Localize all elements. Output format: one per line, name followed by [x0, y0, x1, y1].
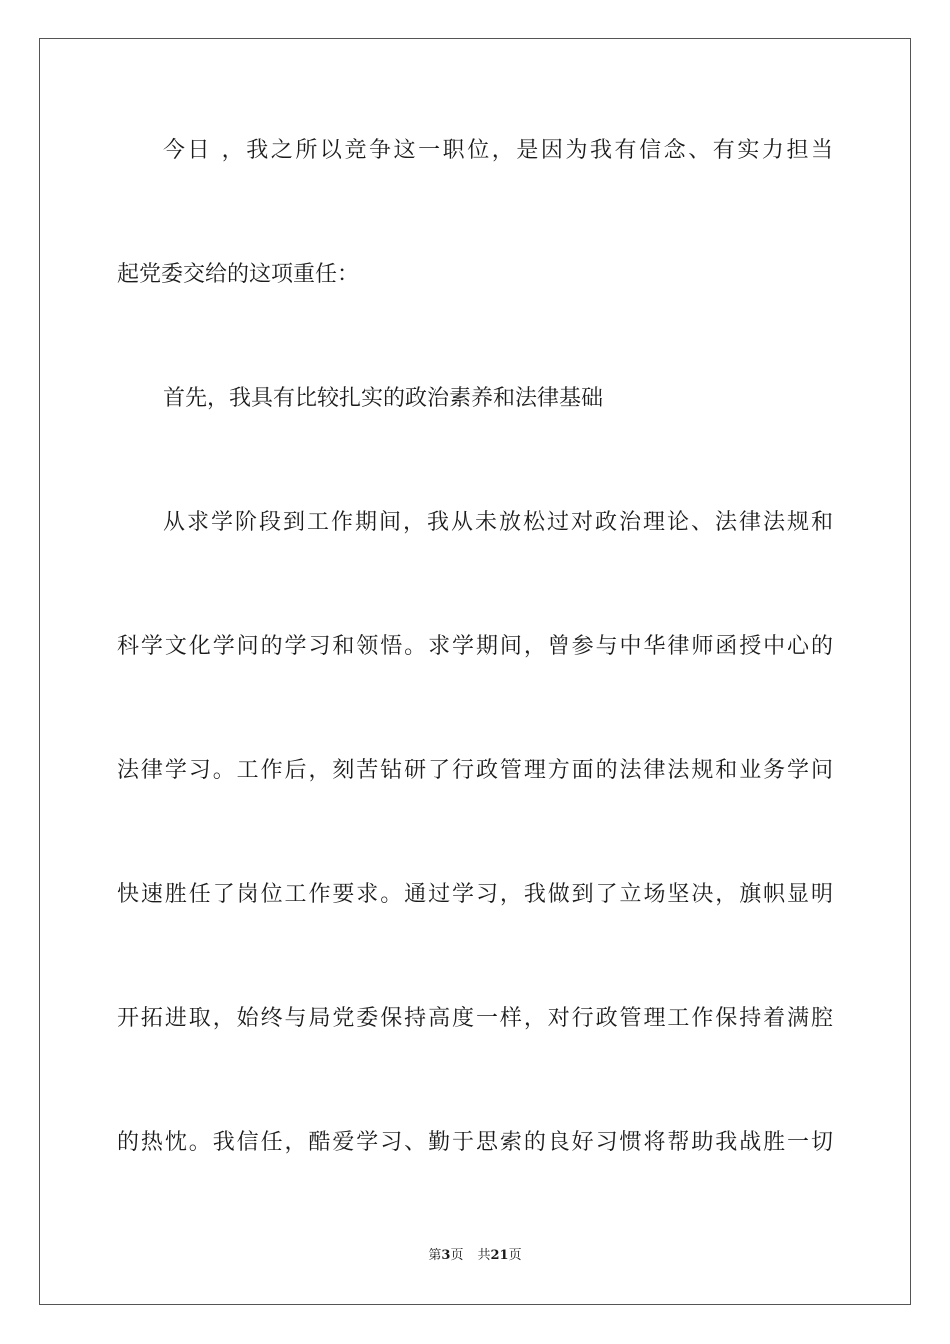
total-suffix: 页 — [508, 1248, 522, 1263]
paragraph-line-7: 快速胜任了岗位工作要求。通过学习，我做到了立场坚决，旗帜显明 — [117, 882, 833, 907]
page-prefix: 第 — [428, 1248, 442, 1263]
paragraph-line-5: 科学文化学问的学习和领悟。求学期间，曾参与中华律师函授中心的 — [117, 634, 833, 659]
paragraph-line-8: 开拓进取，始终与局党委保持高度一样，对行政管理工作保持着满腔 — [117, 1006, 833, 1031]
paragraph-line-2: 起党委交给的这项重任： — [117, 262, 360, 287]
paragraph-line-6: 法律学习。工作后，刻苦钻研了行政管理方面的法律法规和业务学问 — [117, 758, 833, 783]
paragraph-line-1: 今日 ，我之所以竞争这一职位，是因为我有信念、有实力担当 — [163, 138, 833, 163]
total-prefix: 共 — [477, 1248, 491, 1263]
page-suffix: 页 — [450, 1248, 464, 1263]
paragraph-line-4: 从求学阶段到工作期间，我从未放松过对政治理论、法律法规和 — [163, 510, 833, 535]
paragraph-line-9: 的热忱。我信任，酷爱学习、勤于思索的良好习惯将帮助我战胜一切 — [117, 1130, 833, 1155]
page-footer — [0, 1246, 950, 1266]
section-heading: 首先，我具有比较扎实的政治素养和法律基础 — [163, 386, 604, 411]
page-border — [39, 38, 911, 1305]
page-number: 3 — [441, 1248, 451, 1263]
total-pages: 21 — [490, 1248, 509, 1263]
